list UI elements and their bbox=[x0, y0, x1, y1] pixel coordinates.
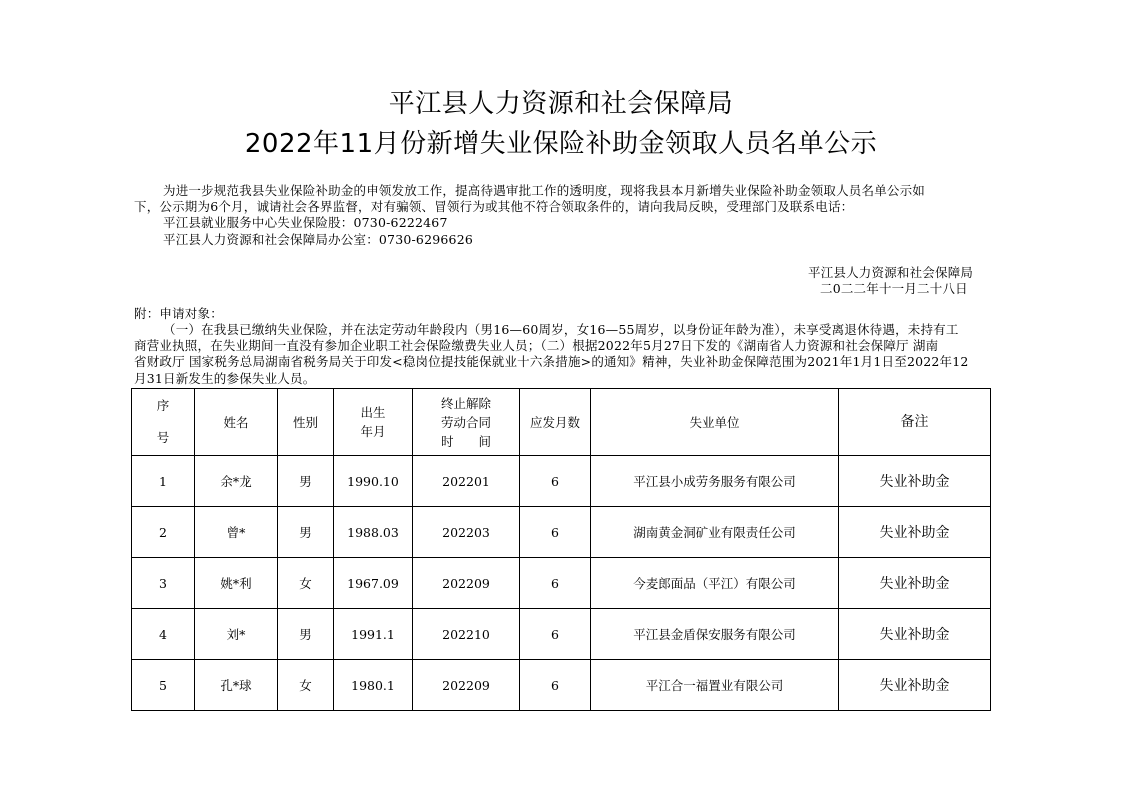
appendix-line-3: 省财政厅 国家税务总局湖南省税务局关于印发<稳岗位提技能保就业十六条措施>的通知》精神，失业补助金保障范围为2021年1月1日至2022年12 bbox=[134, 354, 969, 369]
cell-gender: 男 bbox=[278, 507, 334, 558]
cell-gender: 男 bbox=[278, 456, 334, 507]
header-seq-a: 序 bbox=[156, 398, 170, 413]
page-subtitle: 2022年11月份新增失业保险补助金领取人员名单公示 bbox=[244, 129, 878, 159]
cell-employer: 平江合一福置业有限公司 bbox=[591, 660, 839, 711]
cell-remark: 失业补助金 bbox=[839, 507, 991, 558]
header-seq-b: 号 bbox=[156, 430, 170, 445]
contact-line-1: 平江县就业服务中心失业保险股：0730-6222467 bbox=[163, 215, 448, 230]
signature-date: 二0二二年十一月二十八日 bbox=[820, 281, 968, 296]
cell-term: 202210 bbox=[413, 609, 520, 660]
cell-term: 202201 bbox=[413, 456, 520, 507]
header-employer: 失业单位 bbox=[591, 389, 839, 456]
cell-employer: 平江县小成劳务服务有限公司 bbox=[591, 456, 839, 507]
cell-name: 孔*球 bbox=[195, 660, 278, 711]
cell-birth: 1990.10 bbox=[334, 456, 413, 507]
page-title: 平江县人力资源和社会保障局 bbox=[388, 89, 734, 119]
cell-name: 曾* bbox=[195, 507, 278, 558]
cell-remark: 失业补助金 bbox=[839, 456, 991, 507]
header-term-b: 劳动合同 bbox=[440, 414, 491, 430]
cell-remark: 失业补助金 bbox=[839, 609, 991, 660]
header-remark: 备注 bbox=[839, 389, 991, 456]
table-row bbox=[132, 507, 991, 558]
cell-gender: 男 bbox=[278, 609, 334, 660]
cell-birth: 1988.03 bbox=[334, 507, 413, 558]
cell-gender: 女 bbox=[278, 660, 334, 711]
header-term-a: 终止解除 bbox=[440, 395, 491, 411]
header-gender: 性别 bbox=[278, 389, 334, 456]
table-row bbox=[132, 558, 991, 609]
table-row bbox=[132, 660, 991, 711]
cell-employer: 今麦郎面品（平江）有限公司 bbox=[591, 558, 839, 609]
cell-employer: 湖南黄金洞矿业有限责任公司 bbox=[591, 507, 839, 558]
cell-term: 202209 bbox=[413, 660, 520, 711]
cell-months: 6 bbox=[520, 609, 591, 660]
appendix-line-4: 月31日新发生的参保失业人员。 bbox=[134, 371, 316, 386]
header-name: 姓名 bbox=[195, 389, 278, 456]
cell-name: 余*龙 bbox=[195, 456, 278, 507]
header-birth-a: 出生 bbox=[360, 405, 386, 420]
cell-seq: 1 bbox=[132, 456, 195, 507]
cell-months: 6 bbox=[520, 507, 591, 558]
cell-seq: 3 bbox=[132, 558, 195, 609]
cell-name: 姚*利 bbox=[195, 558, 278, 609]
cell-birth: 1991.1 bbox=[334, 609, 413, 660]
cell-gender: 女 bbox=[278, 558, 334, 609]
signature-org: 平江县人力资源和社会保障局 bbox=[808, 265, 974, 280]
cell-months: 6 bbox=[520, 558, 591, 609]
cell-term: 202209 bbox=[413, 558, 520, 609]
cell-birth: 1967.09 bbox=[334, 558, 413, 609]
header-term-c: 时 间 bbox=[440, 433, 491, 449]
table-header-row bbox=[132, 389, 991, 456]
appendix-line-1: （一）在我县已缴纳失业保险，并在法定劳动年龄段内（男16—60周岁，女16—55周岁，以身份证年龄为准），未享受离退休待遇，未持有工 bbox=[163, 322, 959, 337]
cell-seq: 2 bbox=[132, 507, 195, 558]
cell-remark: 失业补助金 bbox=[839, 660, 991, 711]
appendix-heading: 附：申请对象： bbox=[134, 306, 223, 321]
cell-term: 202203 bbox=[413, 507, 520, 558]
cell-months: 6 bbox=[520, 660, 591, 711]
header-months: 应发月数 bbox=[520, 389, 591, 456]
table-row bbox=[132, 456, 991, 507]
cell-remark: 失业补助金 bbox=[839, 558, 991, 609]
cell-birth: 1980.1 bbox=[334, 660, 413, 711]
table-row bbox=[132, 609, 991, 660]
intro-line-2: 下，公示期为6个月，诚请社会各界监督，对有骗领、冒领行为或其他不符合领取条件的，请向我局反映，受理部门及联系电话： bbox=[134, 199, 854, 214]
cell-seq: 4 bbox=[132, 609, 195, 660]
cell-seq: 5 bbox=[132, 660, 195, 711]
header-seq bbox=[132, 389, 195, 456]
header-birth bbox=[334, 389, 413, 456]
recipient-table bbox=[131, 388, 991, 711]
cell-employer: 平江县金盾保安服务有限公司 bbox=[591, 609, 839, 660]
header-termination bbox=[413, 389, 520, 456]
contact-line-2: 平江县人力资源和社会保障局办公室：0730-6296626 bbox=[163, 232, 474, 247]
cell-months: 6 bbox=[520, 456, 591, 507]
header-birth-b: 年月 bbox=[360, 424, 386, 439]
appendix-line-2: 商营业执照，在失业期间一直没有参加企业职工社会保险缴费失业人员；（二）根据2022年5月27日下发的《湖南省人力资源和社会保障厅 湖南 bbox=[134, 338, 939, 353]
cell-name: 刘* bbox=[195, 609, 278, 660]
intro-line-1: 为进一步规范我县失业保险补助金的申领发放工作，提高待遇审批工作的透明度，现将我县本月新增失业保险补助金领取人员名单公示如 bbox=[163, 183, 926, 198]
